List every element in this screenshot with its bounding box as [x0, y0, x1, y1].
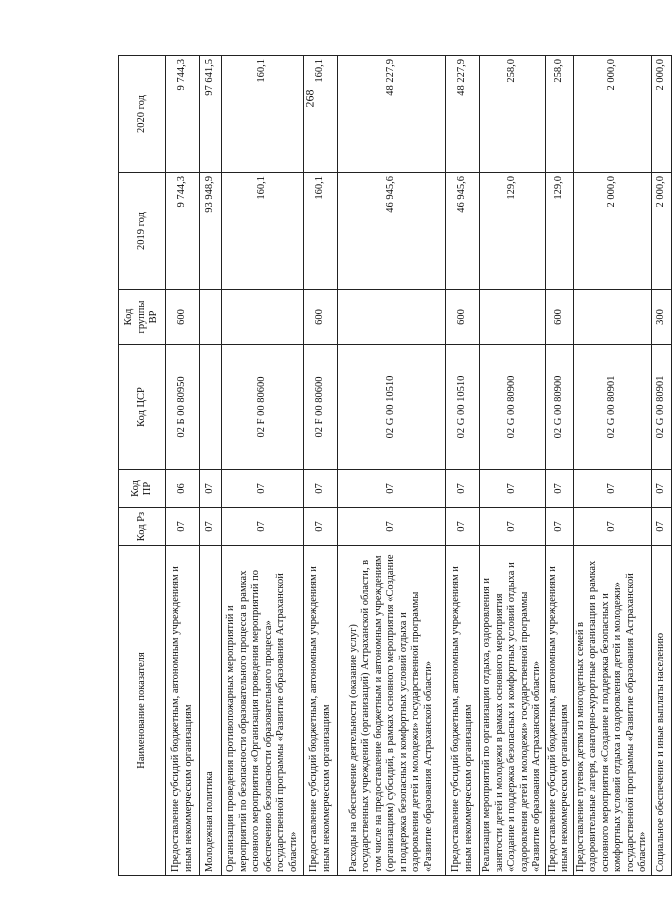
row-csr: 02 G 00 10510: [338, 345, 446, 470]
row-name: Предоставление субсидий бюджетным, автономным учреждениям и иным некоммерческим организациям: [446, 546, 480, 876]
row-vr: 600: [545, 290, 573, 345]
row-rz: 07: [480, 508, 546, 546]
row-vr: [573, 290, 651, 345]
row-csr: 02 F 00 80600: [222, 345, 304, 470]
table-row: [480, 56, 546, 876]
header-2019: 2019 год: [119, 173, 166, 290]
row-2019: 129,0: [480, 173, 546, 290]
table-row: [446, 56, 480, 876]
row-name: Предоставление субсидий бюджетным, автономным учреждениям и иным некоммерческим организациям: [166, 546, 200, 876]
row-2020: 258,0: [480, 56, 546, 173]
row-name: Реализация мероприятий по организации отдыха, оздоровления и занятости детей и молодежи в рамках основного мероприятия «Создание и поддержка безопасных и комфортных условий отдыха и оздоровления детей и молодежи» государственной программы «Развитие образования Астраханской области»: [480, 546, 546, 876]
row-vr: [200, 290, 222, 345]
row-rz: 07: [573, 508, 651, 546]
row-csr: [200, 345, 222, 470]
row-vr: 300: [651, 290, 671, 345]
row-vr: [222, 290, 304, 345]
row-vr: [480, 290, 546, 345]
row-pr: 07: [222, 470, 304, 508]
row-csr: 02 Б 00 80950: [166, 345, 200, 470]
row-2019: 2 000,0: [651, 173, 671, 290]
budget-table: [118, 55, 672, 876]
row-2019: 46 945,6: [338, 173, 446, 290]
row-csr: 02 G 00 10510: [446, 345, 480, 470]
row-2019: 46 945,6: [446, 173, 480, 290]
row-pr: 06: [166, 470, 200, 508]
row-vr: 600: [304, 290, 338, 345]
row-csr: 02 G 00 80900: [480, 345, 546, 470]
row-name: Социальное обеспечение и иные выплаты населению: [651, 546, 671, 876]
header-name: Наименование показателя: [119, 546, 166, 876]
header-2020: 2020 год: [119, 56, 166, 173]
row-rz: 07: [304, 508, 338, 546]
row-2020: 97 641,5: [200, 56, 222, 173]
table-row: [200, 56, 222, 876]
row-pr: 07: [200, 470, 222, 508]
table-header-row: [119, 56, 166, 876]
row-name: Предоставление субсидий бюджетным, автономным учреждениям и иным некоммерческим организациям: [545, 546, 573, 876]
row-2020: 48 227,9: [338, 56, 446, 173]
row-2020: 160,1: [222, 56, 304, 173]
table-row: [651, 56, 671, 876]
row-csr: 02 G 00 80901: [573, 345, 651, 470]
row-2019: 2 000,0: [573, 173, 651, 290]
header-rz: Код Рз: [119, 508, 166, 546]
row-2020: 2 000,0: [651, 56, 671, 173]
row-pr: 07: [651, 470, 671, 508]
table-row: [304, 56, 338, 876]
table-row: [338, 56, 446, 876]
row-rz: 07: [338, 508, 446, 546]
row-name: Молодежная политика: [200, 546, 222, 876]
row-name: Предоставление путевок детям из многодетных семей в оздоровительные лагеря, санаторно-курортные организации в рамках основного мероприятия «Создание и поддержка безопасных и комфортных условий отдыха и оздоровления детей и молодежи» государственной программы «Развитие образования Астраханской области»: [573, 546, 651, 876]
row-rz: 07: [222, 508, 304, 546]
row-2020: 9 744,3: [166, 56, 200, 173]
row-pr: 07: [446, 470, 480, 508]
budget-table-container: [118, 56, 666, 876]
row-2020: 48 227,9: [446, 56, 480, 173]
row-2019: 160,1: [304, 173, 338, 290]
row-vr: 600: [166, 290, 200, 345]
header-vr: Код группы ВР: [119, 290, 166, 345]
row-2019: 9 744,3: [166, 173, 200, 290]
header-pr: Код ПР: [119, 470, 166, 508]
row-2020: 160,1: [304, 56, 338, 173]
row-2019: 160,1: [222, 173, 304, 290]
header-csr: Код ЦСР: [119, 345, 166, 470]
row-vr: 600: [446, 290, 480, 345]
table-row: [166, 56, 200, 876]
row-2019: 93 948,9: [200, 173, 222, 290]
row-pr: 07: [480, 470, 546, 508]
row-pr: 07: [545, 470, 573, 508]
row-rz: 07: [166, 508, 200, 546]
row-csr: 02 G 00 80900: [545, 345, 573, 470]
row-rz: 07: [200, 508, 222, 546]
row-2020: 2 000,0: [573, 56, 651, 173]
row-csr: 02 F 00 80600: [304, 345, 338, 470]
row-pr: 07: [304, 470, 338, 508]
row-pr: 07: [338, 470, 446, 508]
table-row: [573, 56, 651, 876]
row-name: Предоставление субсидий бюджетным, автономным учреждениям и иным некоммерческим организациям: [304, 546, 338, 876]
row-rz: 07: [651, 508, 671, 546]
page-number-text: 268: [302, 89, 317, 107]
table-row: [222, 56, 304, 876]
row-2020: 258,0: [545, 56, 573, 173]
row-rz: 07: [545, 508, 573, 546]
table-row: [545, 56, 573, 876]
row-2019: 129,0: [545, 173, 573, 290]
row-csr: 02 G 00 80901: [651, 345, 671, 470]
row-name: Организация проведения противопожарных мероприятий и мероприятий по безопасности образовательного процесса в рамках основного мероприятия «Организация проведения мероприятий по обеспечению безопасности образовательного процесса» государственной программы «Развитие образования Астраханской области»: [222, 546, 304, 876]
row-rz: 07: [446, 508, 480, 546]
row-vr: [338, 290, 446, 345]
row-pr: 07: [573, 470, 651, 508]
row-name: Расходы на обеспечение деятельности (оказание услуг) государственных учреждений (организаций) Астраханской области, в том числе на предоставление бюджетным и автономным учреждениям (организациям) субсидий, в рамках основного мероприятия «Создание и поддержка безопасных и комфортных условий отдыха и оздоровления детей и молодежи» государственной программы «Развитие образования Астраханской области»: [338, 546, 446, 876]
